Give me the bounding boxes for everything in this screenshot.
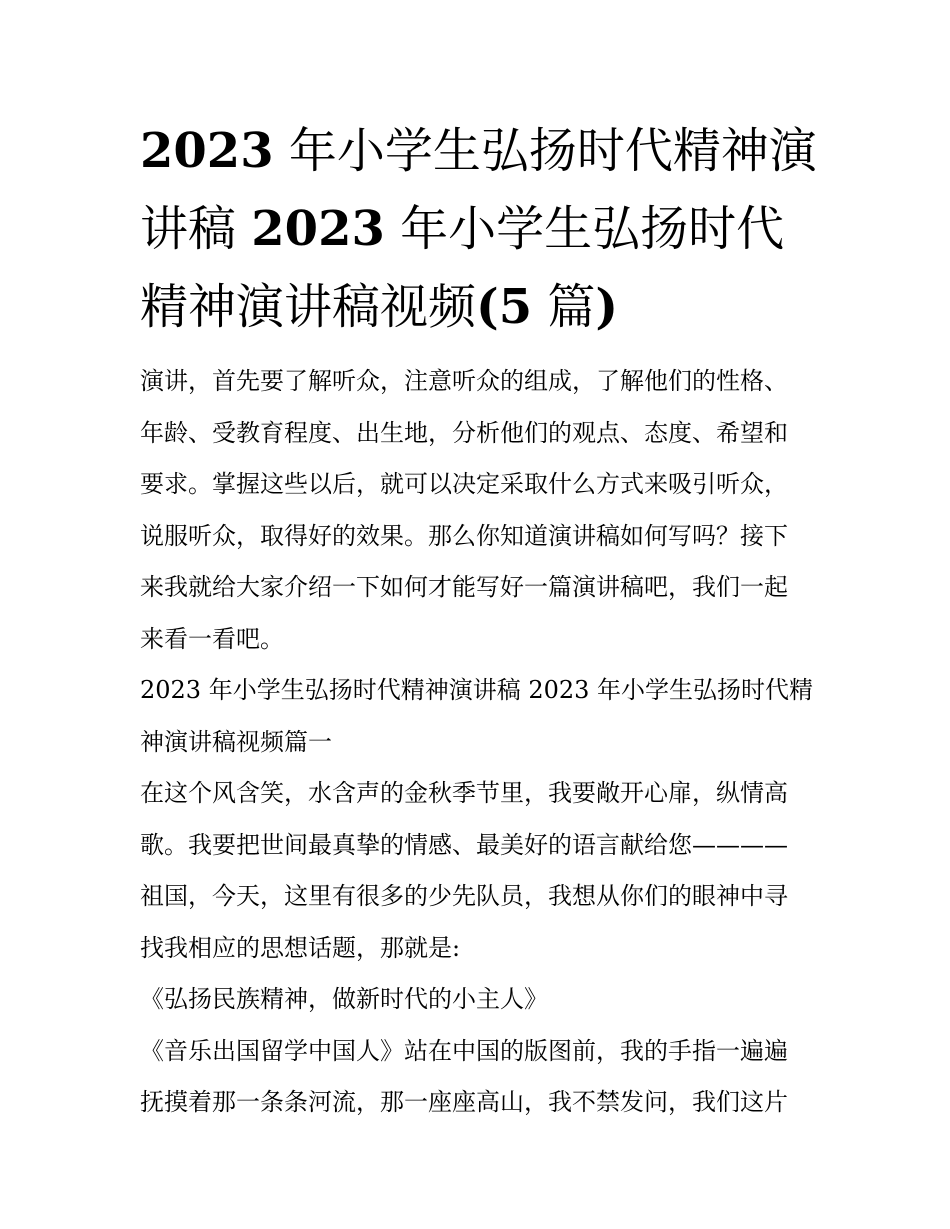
intro-paragraph — [140, 356, 820, 665]
text-line: 《音乐出国留学中国人》站在中国的版图前，我的手指一遍遍 — [140, 1036, 788, 1065]
text-line: 《弘扬民族精神，做新时代的小主人》 — [140, 985, 548, 1013]
title-segment: 篇 — [532, 279, 596, 335]
title-line — [140, 190, 820, 268]
body-paragraph — [140, 768, 820, 974]
title-segment: 精神演讲稿视频 — [140, 279, 477, 335]
text-line: 神演讲稿视频篇一 — [140, 727, 332, 756]
text-line: 要求。掌握这些以后，就可以决定采取什么方式来吸引听众， — [140, 470, 788, 498]
title-segment: 年小学生弘扬时代 — [384, 201, 785, 257]
text-line: 说服听众，取得好的效果。那么你知道演讲稿如何写吗？接下 — [140, 521, 788, 550]
text-line: 年龄、受教育程度、出生地，分析他们的观点、态度、希望和 — [140, 418, 788, 447]
title-line — [140, 268, 820, 346]
text-line: 在这个风含笑，水含声的金秋季节里，我要敞开心扉，纵情高 — [140, 779, 788, 807]
title-segment: 2023 — [140, 123, 274, 179]
text-line: 演讲，首先要了解听众，注意听众的组成，了解他们的性格、 — [140, 367, 788, 395]
title-segment: 2023 — [251, 201, 385, 257]
text-line: 歌。我要把世间最真挚的情感、最美好的语言献给您———— — [140, 830, 788, 859]
body-paragraph — [140, 1026, 820, 1129]
text-line: 找我相应的思想话题，那就是: — [140, 933, 461, 962]
text-line: 2023 年小学生弘扬时代精神演讲稿 2023 年小学生弘扬时代精 — [140, 676, 814, 704]
document-body — [140, 356, 820, 1129]
text-line: 来看一看吧。 — [140, 624, 284, 653]
title-segment: 讲稿 — [140, 201, 252, 257]
title-line — [140, 112, 820, 190]
text-line: 祖国，今天，这里有很多的少先队员，我想从你们的眼神中寻 — [140, 882, 788, 910]
title-segment: 年小学生弘扬时代精神演 — [273, 123, 817, 179]
document-title — [140, 112, 820, 346]
text-line: 来我就给大家介绍一下如何才能写好一篇演讲稿吧，我们一起 — [140, 573, 788, 601]
section-heading — [140, 665, 820, 768]
quote-line — [140, 974, 820, 1026]
text-line: 抚摸着那一条条河流，那一座座高山，我不禁发问，我们这片 — [140, 1088, 788, 1116]
title-segment: ) — [595, 279, 619, 335]
title-segment: (5 — [476, 279, 533, 335]
